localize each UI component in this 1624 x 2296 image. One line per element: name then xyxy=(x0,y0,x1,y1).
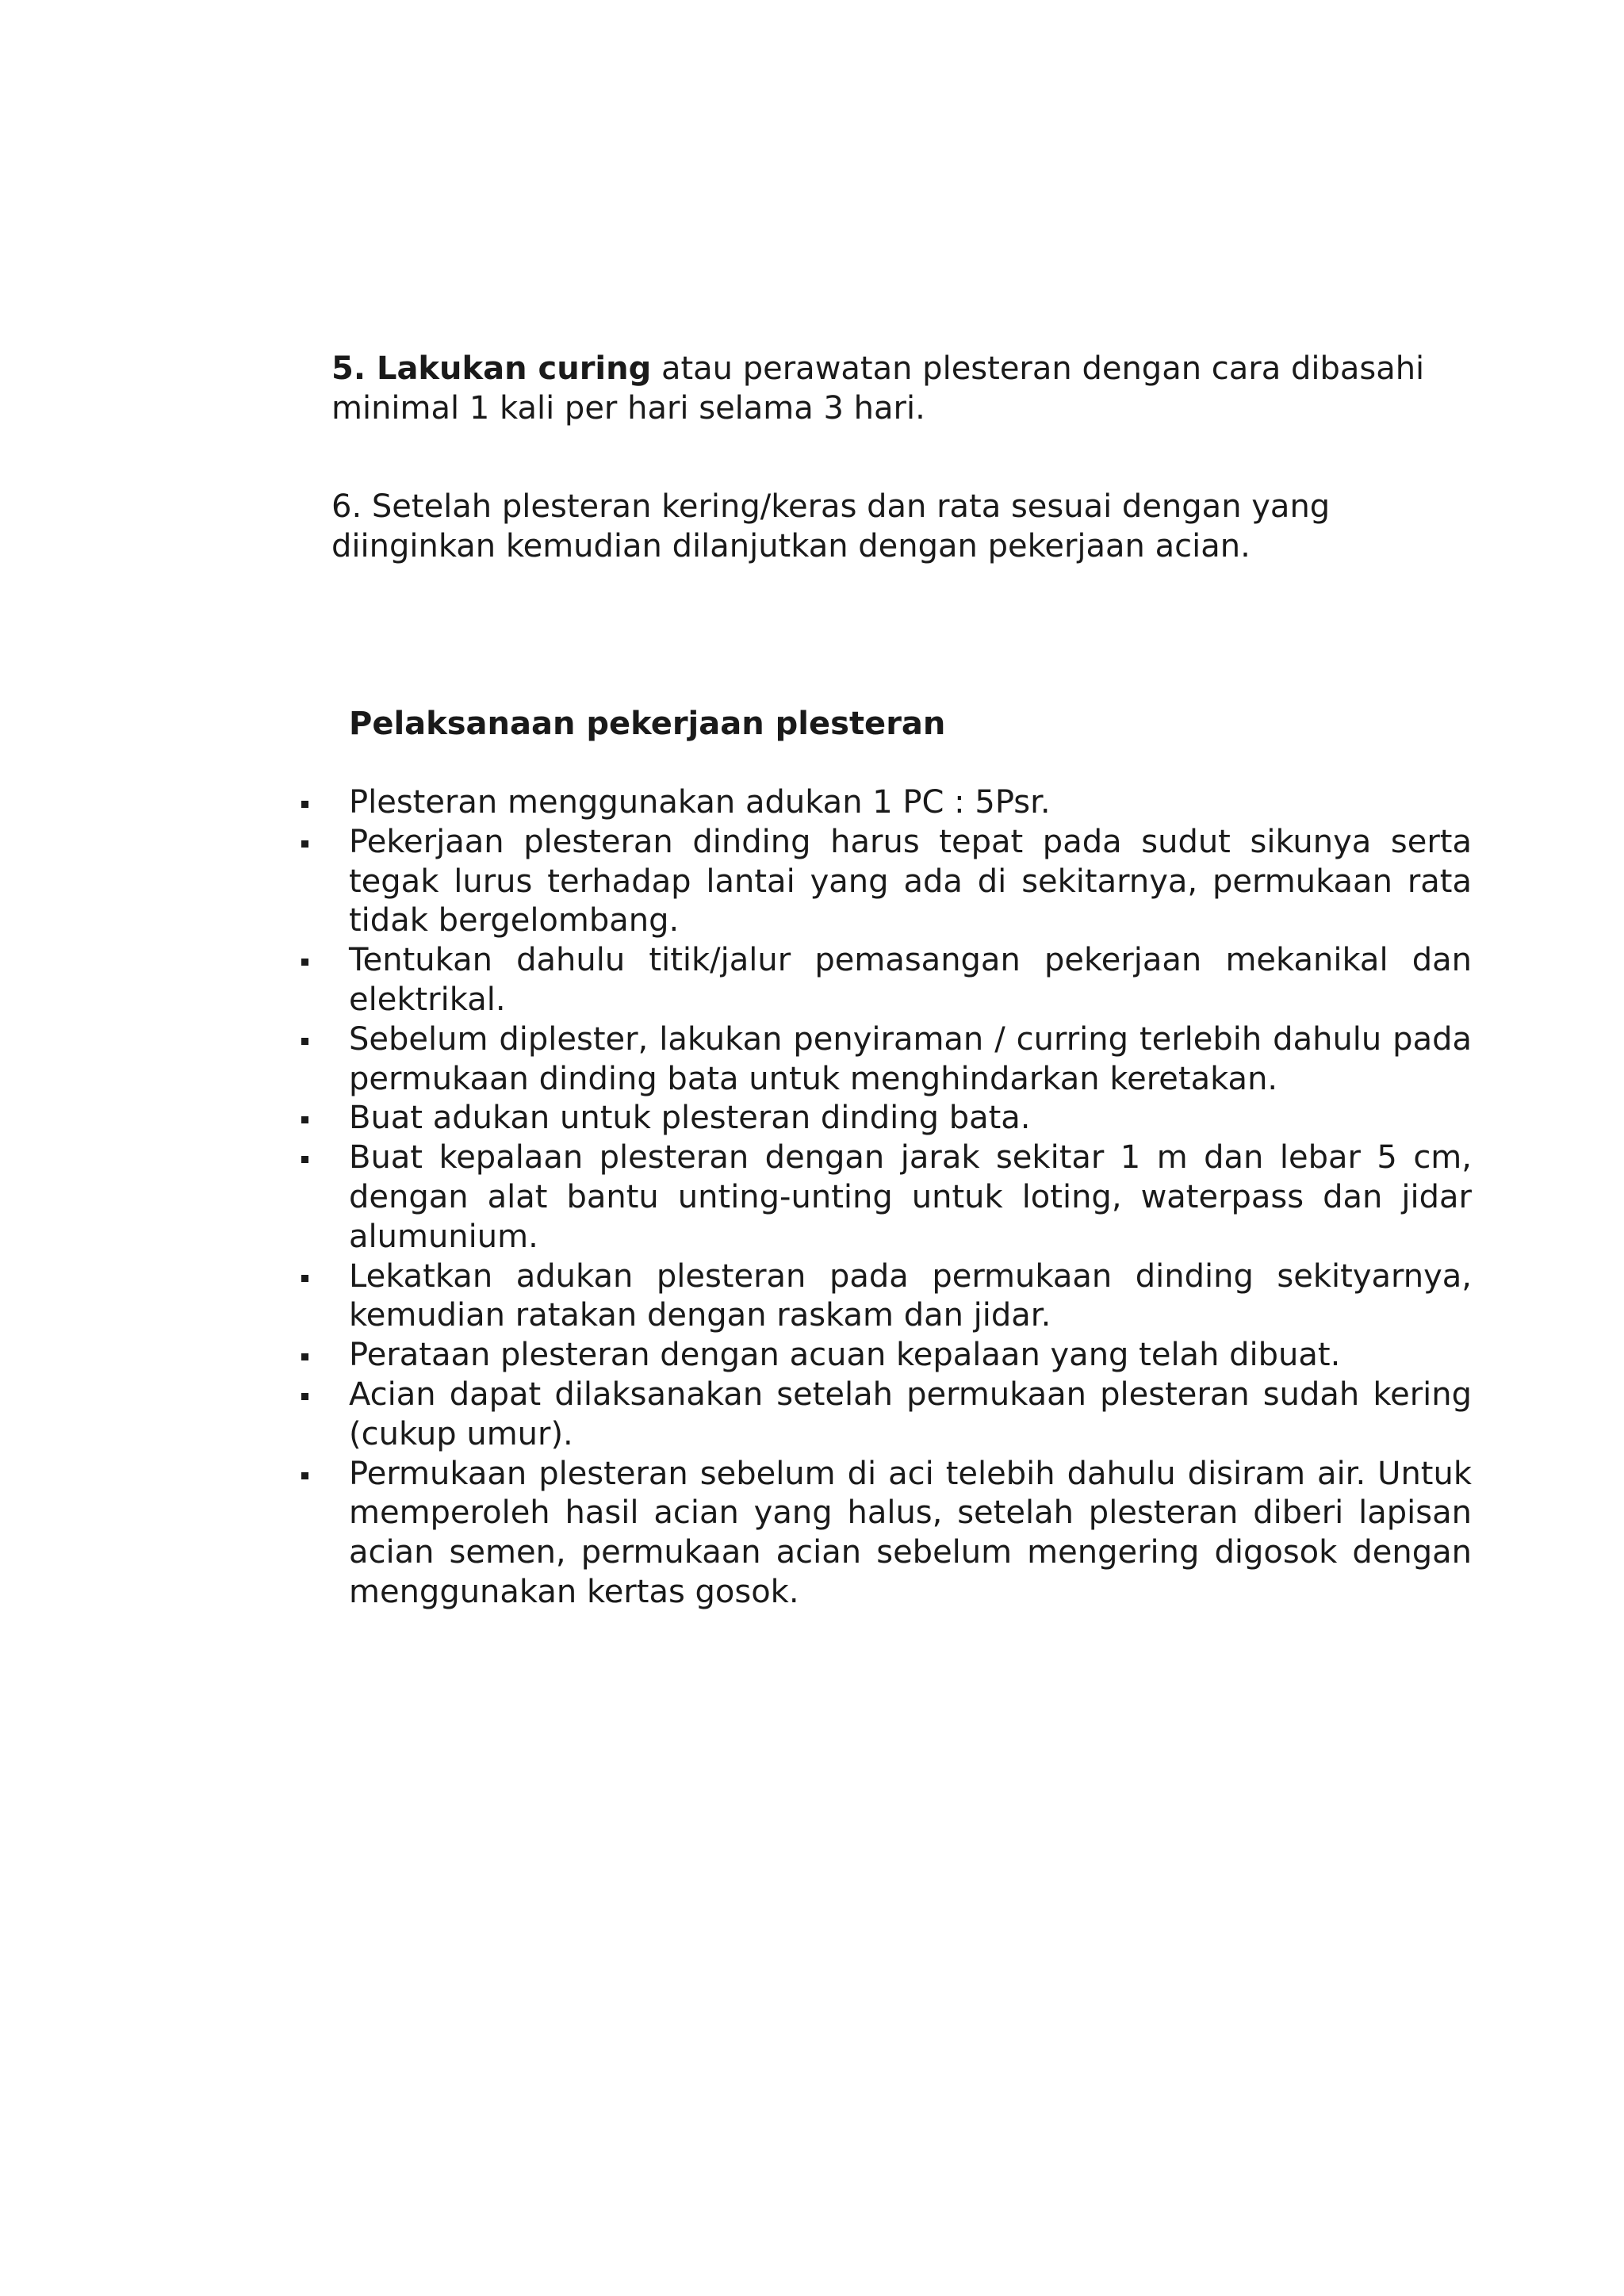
list-item xyxy=(301,1020,1472,1100)
list-item-text: Lekatkan adukan plesteran pada permukaan dinding sekityarnya, kemudian ratakan dengan raskam dan jidar. xyxy=(349,1257,1472,1334)
square-bullet-icon xyxy=(301,840,308,848)
list-item-text: Permukaan plesteran sebelum di aci telebih dahulu disiram air. Untuk memperoleh hasil acian yang halus, setelah plesteran diberi lapisan acian semen, permukaan acian sebelum mengering digosok dengan menggunakan kertas gosok. xyxy=(349,1455,1472,1610)
section-heading: Pelaksanaan pekerjaan plesteran xyxy=(349,706,946,742)
step-6-paragraph: 6. Setelah plesteran kering/keras dan rata sesuai dengan yang diinginkan kemudian dilanjutkan dengan pekerjaan acian. xyxy=(331,488,1331,564)
list-item-text: Acian dapat dilaksanakan setelah permukaan plesteran sudah kering (cukup umur). xyxy=(349,1376,1472,1452)
list-item-text: Tentukan dahulu titik/jalur pemasangan pekerjaan mekanikal dan elektrikal. xyxy=(349,942,1472,1018)
list-item xyxy=(301,1257,1472,1337)
step-5-paragraph xyxy=(331,349,1481,428)
list-item-text: Plesteran menggunakan adukan 1 PC : 5Psr. xyxy=(349,784,1051,821)
bullet-list xyxy=(301,783,1472,1613)
square-bullet-icon xyxy=(301,801,308,808)
list-item xyxy=(301,1336,1472,1376)
list-item xyxy=(301,1099,1472,1138)
list-item xyxy=(301,941,1472,1020)
square-bullet-icon xyxy=(301,1353,308,1360)
square-bullet-icon xyxy=(301,1393,308,1400)
list-item-text: Perataan plesteran dengan acuan kepalaan yang telah dibuat. xyxy=(349,1337,1341,1374)
step-5-bold-lead: 5. Lakukan curing xyxy=(331,350,652,387)
square-bullet-icon xyxy=(301,1038,308,1045)
square-bullet-icon xyxy=(301,1156,308,1163)
square-bullet-icon xyxy=(301,1116,308,1123)
square-bullet-icon xyxy=(301,1275,308,1282)
list-item xyxy=(301,1376,1472,1455)
square-bullet-icon xyxy=(301,959,308,966)
list-item-text: Buat kepalaan plesteran dengan jarak sekitar 1 m dan lebar 5 cm, dengan alat bantu unting-unting untuk loting, waterpass dan jidar alumunium. xyxy=(349,1139,1472,1255)
step-5-text: atau perawatan plesteran dengan cara dibasahi minimal 1 kali per hari selama 3 hari. xyxy=(331,350,1425,427)
list-item-text: Pekerjaan plesteran dinding harus tepat pada sudut sikunya serta tegak lurus terhadap lantai yang ada di sekitarnya, permukaan rata tidak bergelombang. xyxy=(349,823,1472,939)
list-item xyxy=(301,1138,1472,1257)
list-item-text: Buat adukan untuk plesteran dinding bata. xyxy=(349,1100,1031,1137)
list-item-text: Sebelum diplester, lakukan penyiraman / curring terlebih dahulu pada permukaan dinding bata untuk menghindarkan keretakan. xyxy=(349,1020,1472,1097)
list-item xyxy=(301,783,1472,823)
list-item xyxy=(301,823,1472,941)
list-item xyxy=(301,1455,1472,1613)
square-bullet-icon xyxy=(301,1472,308,1479)
